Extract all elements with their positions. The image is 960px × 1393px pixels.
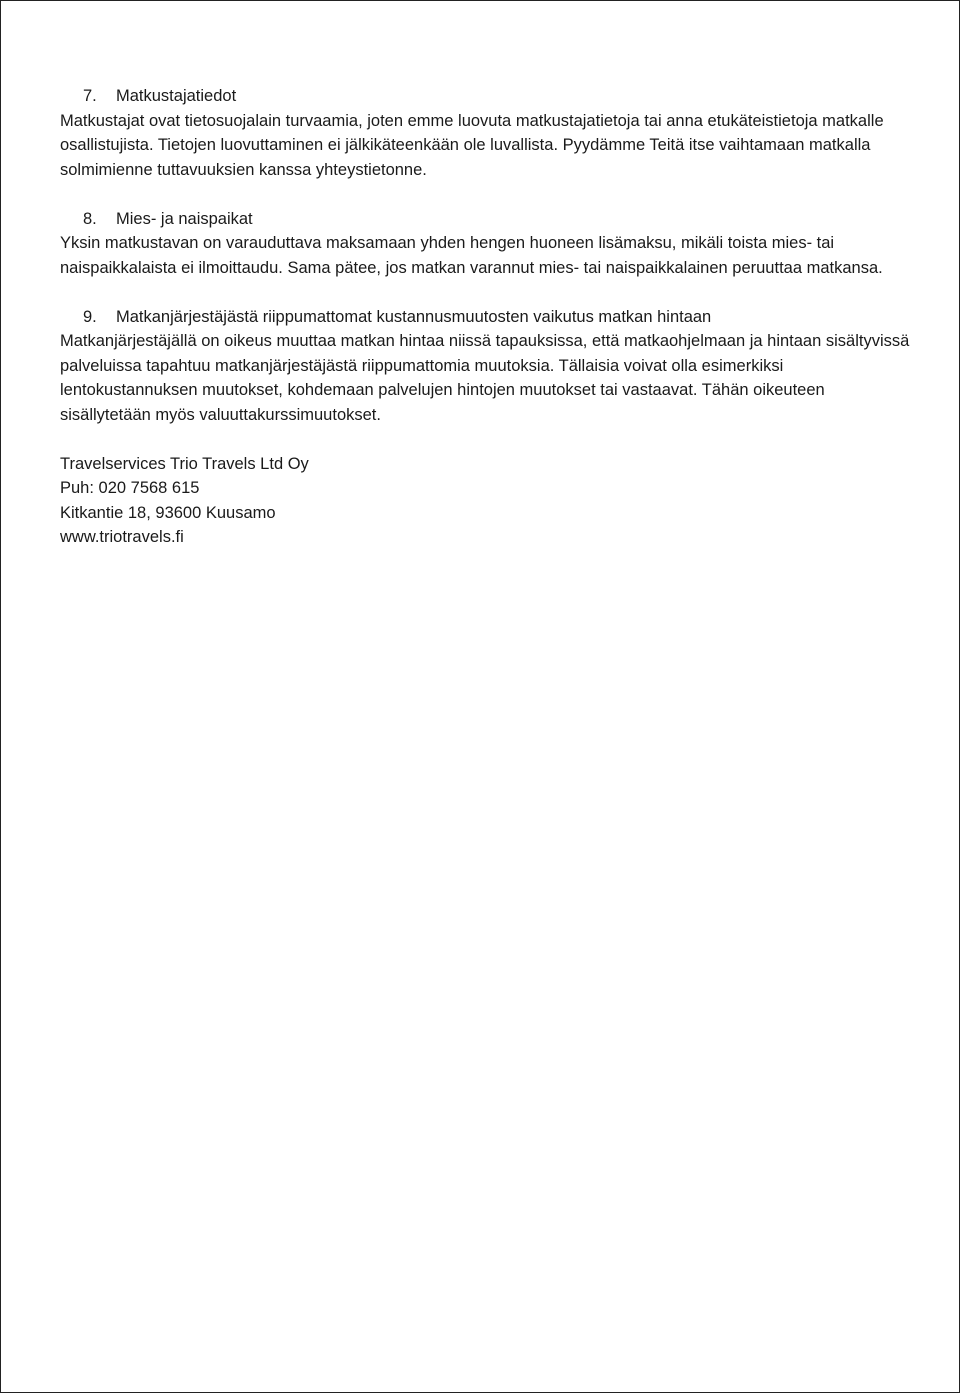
section-body: Yksin matkustavan on varauduttava maksamaan yhden hengen huoneen lisämaksu, mikäli toista mies- tai naispaikkalaista ei ilmoittaudu. Sama pätee, jos matkan varannut mies- tai naispaikkalainen peruuttaa matkansa.	[60, 234, 883, 277]
website-link[interactable]: www.triotravels.fi	[60, 528, 184, 546]
section-passenger-info	[60, 84, 910, 182]
section-heading	[60, 207, 910, 232]
section-number: 8.	[83, 209, 97, 228]
company-name: Travelservices Trio Travels Ltd Oy	[60, 454, 309, 473]
section-heading	[60, 84, 910, 109]
postal-address: Kitkantie 18, 93600 Kuusamo	[60, 503, 276, 522]
phone-number: Puh: 020 7568 615	[60, 479, 200, 497]
section-title: Matkustajatiedot	[116, 87, 237, 105]
section-body: Matkustajat ovat tietosuojalain turvaamia, joten emme luovuta matkustajatietoja tai anna etukäteistietoja matkalle osallistujista. Tietojen luovuttaminen ei jälkikäteenkään ole luvallista. Pyydämme Teitä itse vaihtamaan matkalla solmimienne tuttavuuksien kanssa yhteystietonne.	[60, 111, 884, 179]
section-body: Matkanjärjestäjällä on oikeus muuttaa matkan hintaa niissä tapauksissa, että matkaohjelmaan ja hintaan sisältyvissä palveluissa tapahtuu matkanjärjestäjästä riippumattomia muutoksia. Tällaisia voivat olla esimerkiksi lentokustannuksen muutokset, kohdemaan palvelujen hintojen muutokset tai vastaavat. Tähän oikeuteen sisällytetään myös valuuttakurssimuutokset.	[60, 332, 910, 424]
section-title: Matkanjärjestäjästä riippumattomat kustannusmuutosten vaikutus matkan hintaan	[116, 307, 712, 326]
section-male-female-places	[60, 207, 910, 281]
section-heading	[60, 305, 910, 330]
section-cost-changes	[60, 305, 910, 428]
contact-block	[60, 452, 910, 550]
section-number: 9.	[83, 307, 97, 326]
document-content	[60, 84, 910, 550]
section-title: Mies- ja naispaikat	[116, 209, 253, 228]
section-number: 7.	[83, 87, 97, 105]
